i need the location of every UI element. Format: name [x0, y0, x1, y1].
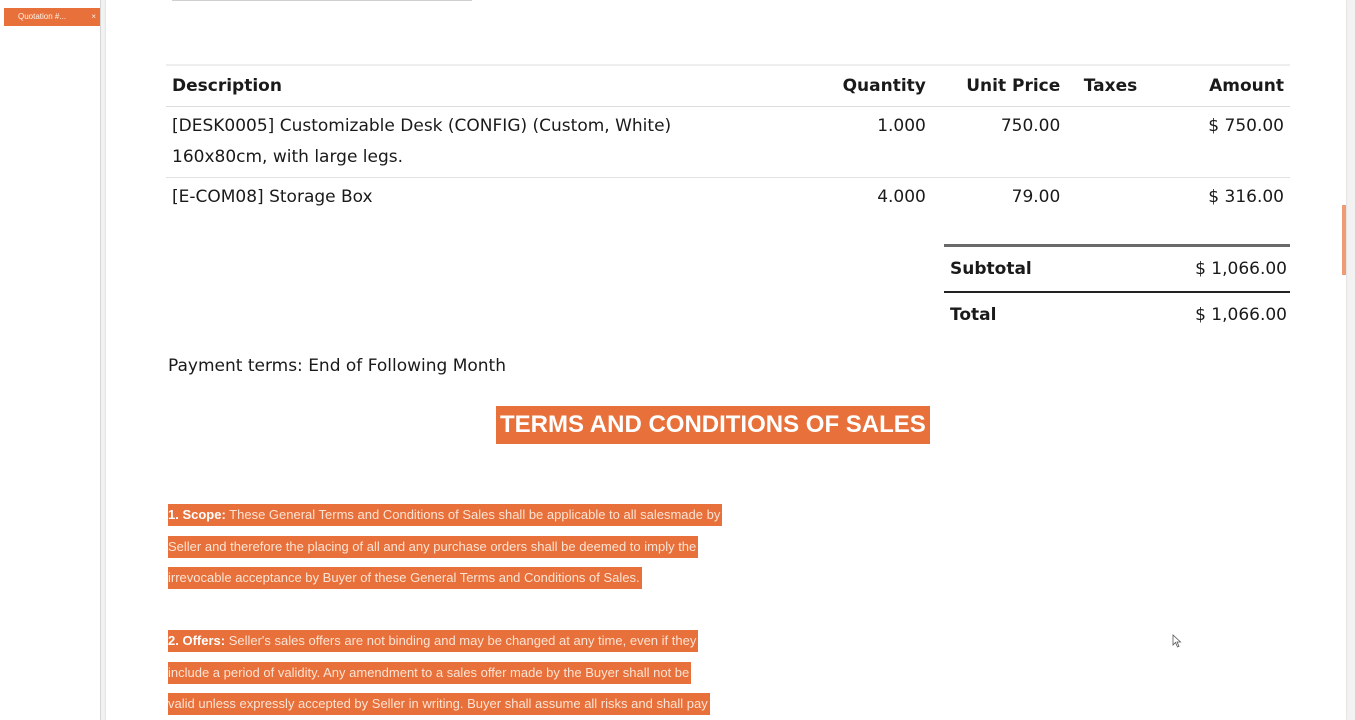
terms-clause-offers	[168, 630, 710, 720]
thumbnail-tab-label: Quotation #...	[18, 12, 67, 21]
document-page	[106, 0, 1346, 720]
scrollbar-thumb[interactable]	[1342, 205, 1346, 275]
subtotal-value: $ 1,066.00	[1195, 259, 1287, 279]
totals-block	[944, 244, 1290, 337]
table-row	[166, 107, 1290, 178]
thumbnail-sidebar[interactable]	[0, 0, 101, 720]
header-amount: Amount	[1209, 76, 1284, 96]
subtotal-label: Subtotal	[950, 259, 1032, 279]
cell-description	[166, 107, 821, 178]
cell-quantity: 1.000	[877, 116, 926, 136]
clause-line: valid unless expressly accepted by Seller in writing. Buyer shall assume all risks and shall pay	[168, 693, 710, 715]
mouse-cursor-icon	[1172, 634, 1182, 648]
clause-title: 2. Offers:	[168, 633, 226, 648]
cell-unit-price: 750.00	[1000, 116, 1061, 136]
clipped-text-line	[172, 0, 592, 4]
subtotal-row	[944, 244, 1290, 291]
clause-line	[168, 504, 722, 526]
cell-amount: $ 316.00	[1208, 187, 1284, 207]
cell-description	[166, 178, 821, 222]
description-line: [E-COM08] Storage Box	[172, 187, 373, 207]
header-taxes: Taxes	[1083, 76, 1138, 96]
terms-clause-scope	[168, 504, 722, 599]
clause-line: include a period of validity. Any amendment to a sales offer made by the Buyer shall not be	[168, 662, 691, 684]
cell-taxes	[1066, 178, 1143, 222]
clause-text: Seller's sales offers are not binding and may be changed at any time, even if they	[225, 633, 697, 648]
terms-title: TERMS AND CONDITIONS OF SALES	[496, 406, 930, 444]
cell-unit-price: 79.00	[1011, 187, 1061, 207]
clause-line: irrevocable acceptance by Buyer of these General Terms and Conditions of Sales.	[168, 567, 642, 589]
order-lines-table	[166, 64, 1290, 221]
close-icon[interactable]: ×	[91, 12, 96, 21]
clause-line	[168, 630, 698, 652]
header-unit-price: Unit Price	[966, 76, 1061, 96]
cell-quantity: 4.000	[877, 187, 926, 207]
clause-text: These General Terms and Conditions of Sales shall be applicable to all salesmade by	[225, 507, 721, 522]
clause-line: Seller and therefore the placing of all and any purchase orders shall be deemed to imply the	[168, 536, 698, 558]
total-label: Total	[950, 305, 997, 325]
thumbnail-tab[interactable]	[4, 8, 100, 26]
header-description: Description	[172, 76, 282, 96]
total-value: $ 1,066.00	[1195, 305, 1287, 325]
clause-title: 1. Scope:	[168, 507, 226, 522]
description-line: [DESK0005] Customizable Desk (CONFIG) (Custom, White)	[172, 116, 672, 136]
total-row	[944, 291, 1290, 337]
header-quantity: Quantity	[842, 76, 926, 96]
cell-taxes	[1066, 107, 1143, 178]
cell-amount: $ 750.00	[1208, 116, 1284, 136]
table-row	[166, 178, 1290, 222]
description-line: 160x80cm, with large legs.	[172, 147, 404, 167]
table-header-row	[166, 65, 1290, 107]
payment-terms: Payment terms: End of Following Month	[168, 356, 506, 376]
